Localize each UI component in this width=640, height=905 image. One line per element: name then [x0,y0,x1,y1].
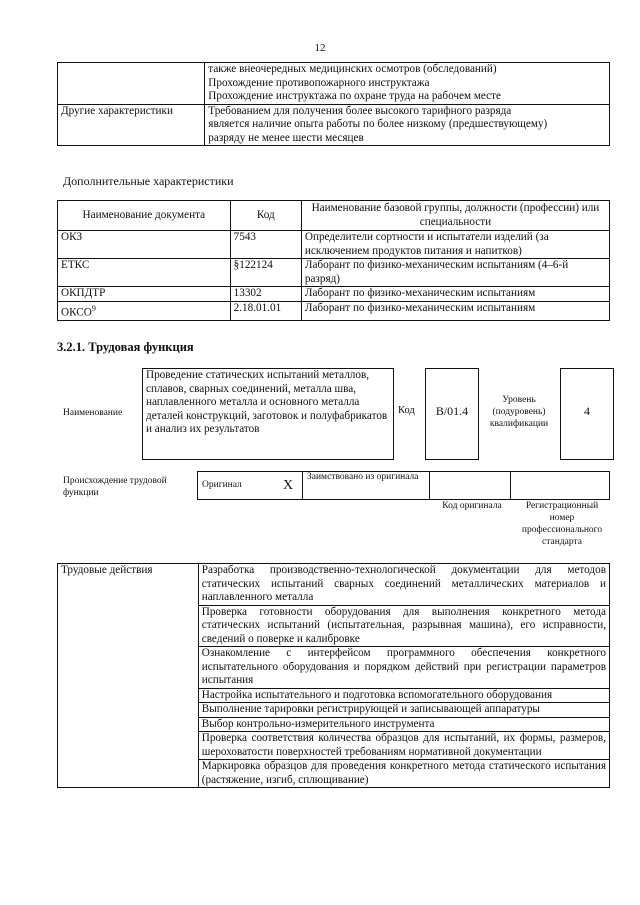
table-row [58,63,610,105]
function-title: 3.2.1. Трудовая функция [57,340,194,354]
labor-action-item: Выбор контрольно-измерительного инструмента [198,717,609,732]
text-line: Требованием для получения более высокого тарифного разряда [208,104,512,117]
origin-label: Происхождение трудовой функции [63,476,167,498]
doc-cell: ОКПДТР [58,287,231,302]
table-header-row [58,201,610,231]
text-line: Прохождение противопожарного инструктажа [208,76,430,89]
doc-name: ОКСО [61,306,92,319]
labor-action-item: Выполнение тарировки регистрирующей и записывающей аппаратуры [198,703,609,718]
column-header: Наименование базовой группы, должности (профессии) или специальности [301,201,609,231]
name-cell: Лаборант по физико-механическим испытаниям [301,301,609,320]
function-code-value: B/01.4 [435,404,469,418]
doc-cell: ЕТКС [58,259,231,287]
name-label: Наименование [63,408,123,418]
column-header: Код [230,201,301,231]
labor-action-item: Настройка испытательного и подготовка вспомогательного оборудования [198,688,609,703]
code-cell: 2.18.01.01 [230,301,301,320]
text-line: Прохождение инструктажа по охране труда на рабочем месте [208,90,501,102]
text-line: является наличие опыта работы по более низкому (предшествующему) [208,118,548,130]
name-cell: Лаборант по физико-механическим испытаниям (4–6-й разряд) [301,259,609,287]
page-number: 12 [314,42,326,54]
doc-cell [58,301,231,320]
labor-action-item: Разработка производственно-технологической документации для методов статических испытаний сварных соединений металлических материалов и наплавленного металла [198,564,609,606]
code-cell: §122124 [230,259,301,287]
labor-action-item: Ознакомление с интерфейсом программного обеспечения конкретного испытательного оборудования и порядком действий при регистрации параметров испытания [198,647,609,689]
row-content [205,104,610,146]
top-characteristics-table [57,62,610,146]
labor-action-item: Проверка соответствия количества образцов для испытаний, их формы, размеров, шероховатости поверхностей требованиям нормативной документации [198,732,609,760]
footnote-mark: 9 [91,303,96,313]
origin-table [197,471,610,500]
function-code-box [425,368,479,460]
additional-characteristics-table [57,200,610,321]
section-subheading: Дополнительные характеристики [63,174,234,188]
labor-action-item: Проверка готовности оборудования для выполнения конкретного метода статических испытаний (испытательная, разрывная машина), его исправности, сведений о поверке и калибровке [198,605,609,647]
table-row [58,231,610,259]
doc-cell: ОКЗ [58,231,231,259]
level-label: Уровень (подуровень) квалификации [489,395,549,429]
table-row [58,564,610,606]
code-original-caption: Код оригинала [442,501,502,511]
column-header: Наименование документа [58,201,231,231]
row-label [58,63,205,105]
code-original-cell [430,472,511,500]
level-box [560,368,614,460]
original-cell: Оригинал [198,472,275,500]
name-cell: Определители сортности и испытатели изделий (за исключением продуктов питания и напитков) [301,231,609,259]
level-value: 4 [584,404,590,418]
labor-action-item: Маркировка образцов для проведения конкретного метода статического испытания (растяжение, изгиб, сплющивание) [198,760,609,788]
code-cell: 7543 [230,231,301,259]
reg-number-caption: Регистрационный номер профессионального стандарта [521,501,603,547]
table-row [58,301,610,320]
function-name-box: Проведение статических испытаний металлов, сплавов, сварных соединений, металла шва, наплавленного металла и основного металла деталей конструкций, заготовок и полуфабрикатов и анализ их результатов [142,368,394,460]
labor-actions-table [57,563,610,788]
code-label: Код [398,405,415,416]
table-row [58,287,610,302]
reg-number-cell [511,472,610,500]
name-cell: Лаборант по физико-механическим испытаниям [301,287,609,302]
text-line: разряду не менее шести месяцев [208,131,364,144]
original-mark: X [274,472,303,500]
borrowed-cell: Заимствовано из оригинала [303,472,430,500]
row-label: Другие характеристики [58,104,205,146]
row-content [205,63,610,105]
table-row [58,259,610,287]
table-row [58,104,610,146]
text-line: также внеочередных медицинских осмотров (обследований) [208,63,497,75]
labor-actions-label: Трудовые действия [58,564,199,788]
table-row [198,472,610,500]
code-cell: 13302 [230,287,301,302]
